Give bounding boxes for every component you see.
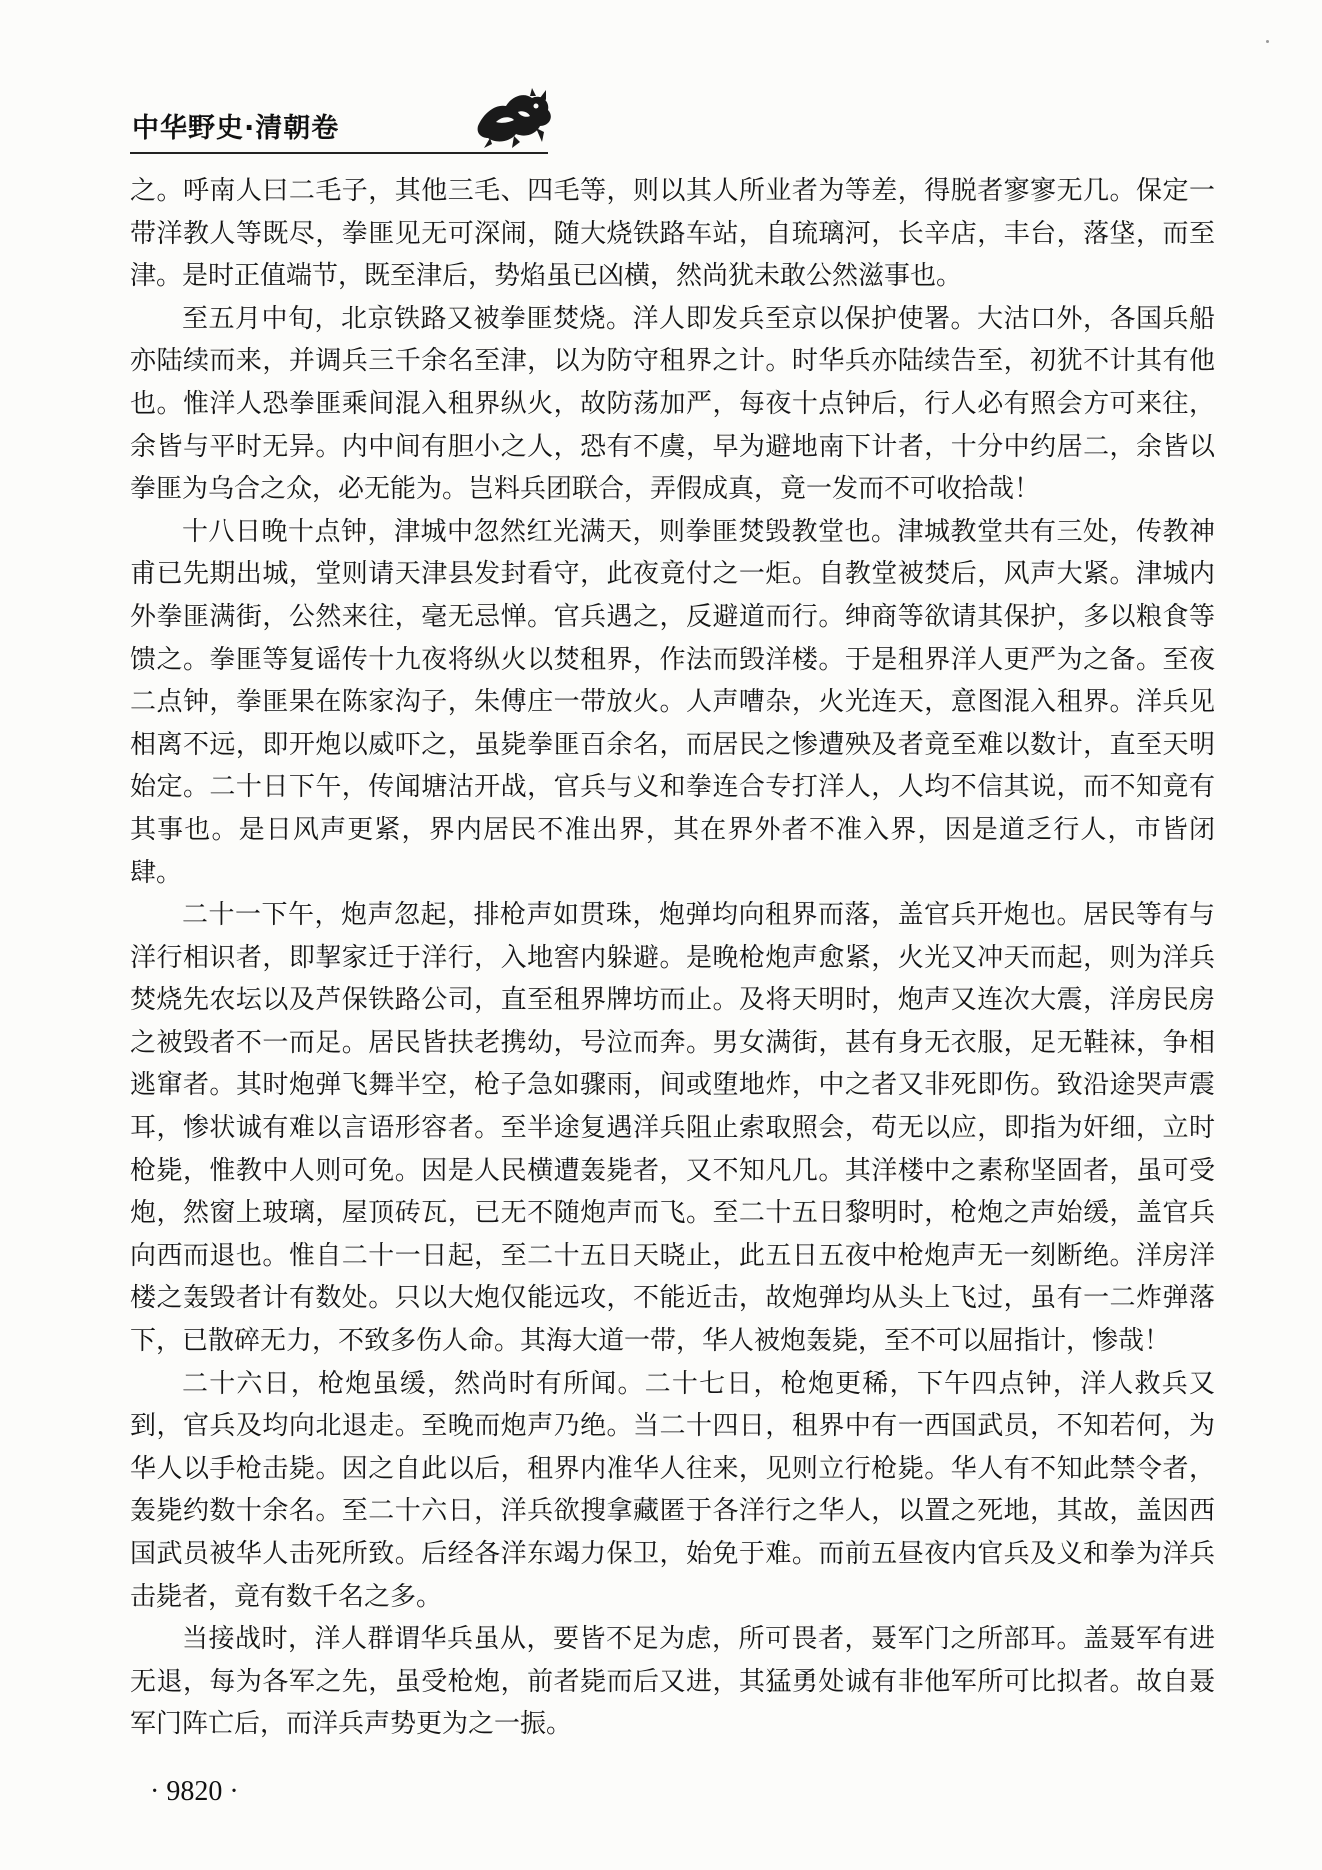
article-body xyxy=(130,170,1215,1746)
running-header xyxy=(130,86,550,152)
paragraph: 二十六日，枪炮虽缓，然尚时有所闻。二十七日，枪炮更稀，下午四点钟，洋人救兵又到，官兵及均向北退走。至晚而炮声乃绝。当二十四日，租界中有一西国武员，不知若何，为华人以手枪击毙。因之自此以后，租界内准华人往来，见则立行枪毙。华人有不知此禁令者，轰毙约数十余名。至二十六日，洋兵欲搜拿藏匿于各洋行之华人，以置之死地，其故，盖因西国武员被华人击死所致。后经各洋东竭力保卫，始免于难。而前五昼夜内官兵及义和拳为洋兵击毙者，竟有数千名之多。 xyxy=(130,1368,1215,1612)
header-rule xyxy=(130,152,548,154)
dragon-emblem-icon xyxy=(470,86,558,152)
paragraph: 至五月中旬，北京铁路又被拳匪焚烧。洋人即发兵至京以保护使署。大沽口外，各国兵船亦陆续而来，并调兵三千余名至津，以为防守租界之计。时华兵亦陆续告至，初犹不计其有他也。惟洋人恐拳匪乘间混入租界纵火，故防荡加严，每夜十点钟后，行人必有照会方可来往，余皆与平时无异。内中间有胆小之人，恐有不虞，早为避地南下计者，十分中约居二，余皆以拳匪为乌合之众，必无能为。岂料兵团联合，弄假成真，竟一发而不可收拾哉！ xyxy=(130,303,1215,505)
page-number: · 9820 · xyxy=(150,1776,239,1807)
paragraph: 二十一下午，炮声忽起，排枪声如贯珠，炮弹均向租界而落，盖官兵开炮也。居民等有与洋行相识者，即挈家迁于洋行，入地窖内躲避。是晚枪炮声愈紧，火光又冲天而起，则为洋兵焚烧先农坛以及芦保铁路公司，直至租界牌坊而止。及将天明时，炮声又连次大震，洋房民房之被毁者不一而足。居民皆扶老携幼，号泣而奔。男女满街，甚有身无衣服，足无鞋袜，争相逃窜者。其时炮弹飞舞半空，枪子急如骤雨，间或堕地炸，中之者又非死即伤。致沿途哭声震耳，惨状诚有难以言语形容者。至半途复遇洋兵阻止索取照会，苟无以应，即指为奸细，立时枪毙，惟教中人则可免。因是人民横遭轰毙者，又不知凡几。其洋楼中之素称坚固者，虽可受炮，然窗上玻璃，屋顶砖瓦，已无不随炮声而飞。至二十五日黎明时，枪炮之声始缓，盖官兵向西而退也。惟自二十一日起，至二十五日天晓止，此五日五夜中枪炮声无一刻断绝。洋房洋楼之轰毁者计有数处。只以大炮仅能远攻，不能近击，故炮弹均从头上飞过，虽有一二炸弹落下，已散碎无力，不致多伤人命。其海大道一带，华人被炮轰毙，至不可以屈指计，惨哉！ xyxy=(130,900,1215,1357)
paragraph: 当接战时，洋人群谓华兵虽从，要皆不足为虑，所可畏者，聂军门之所部耳。盖聂军有进无退，每为各军之先，虽受枪炮，前者毙而后又进，其猛勇处诚有非他军所可比拟者。故自聂军门阵亡后，而洋兵声势更为之一振。 xyxy=(130,1624,1215,1740)
book-title: 中华野史·清朝卷 xyxy=(132,113,340,144)
paragraph: 之。呼南人曰二毛子，其他三毛、四毛等，则以其人所业者为等差，得脱者寥寥无几。保定一带洋教人等既尽，拳匪见无可深闹，随大烧铁路车站，自琉璃河，长辛店，丰台，落垡，而至津。是时正值端节，既至津后，势焰虽已凶横，然尚犹未敢公然滋事也。 xyxy=(130,176,1215,292)
scan-speck xyxy=(1266,40,1269,43)
paragraph: 十八日晚十点钟，津城中忽然红光满天，则拳匪焚毁教堂也。津城教堂共有三处，传教神甫已先期出城，堂则请天津县发封看守，此夜竟付之一炬。自教堂被焚后，风声大紧。津城内外拳匪满街，公然来往，毫无忌惮。官兵遇之，反避道而行。绅商等欲请其保护，多以粮食等馈之。拳匪等复谣传十九夜将纵火以焚租界，作法而毁洋楼。于是租界洋人更严为之备。至夜二点钟，拳匪果在陈家沟子，朱傅庄一带放火。人声嘈杂，火光连天，意图混入租界。洋兵见相离不远，即开炮以威吓之，虽毙拳匪百余名，而居民之惨遭殃及者竟至难以数计，直至天明始定。二十日下午，传闻塘沽开战，官兵与义和拳连合专打洋人，人均不信其说，而不知竟有其事也。是日风声更紧，界内居民不准出界，其在界外者不准入界，因是道乏行人，市皆闭肆。 xyxy=(130,516,1215,888)
